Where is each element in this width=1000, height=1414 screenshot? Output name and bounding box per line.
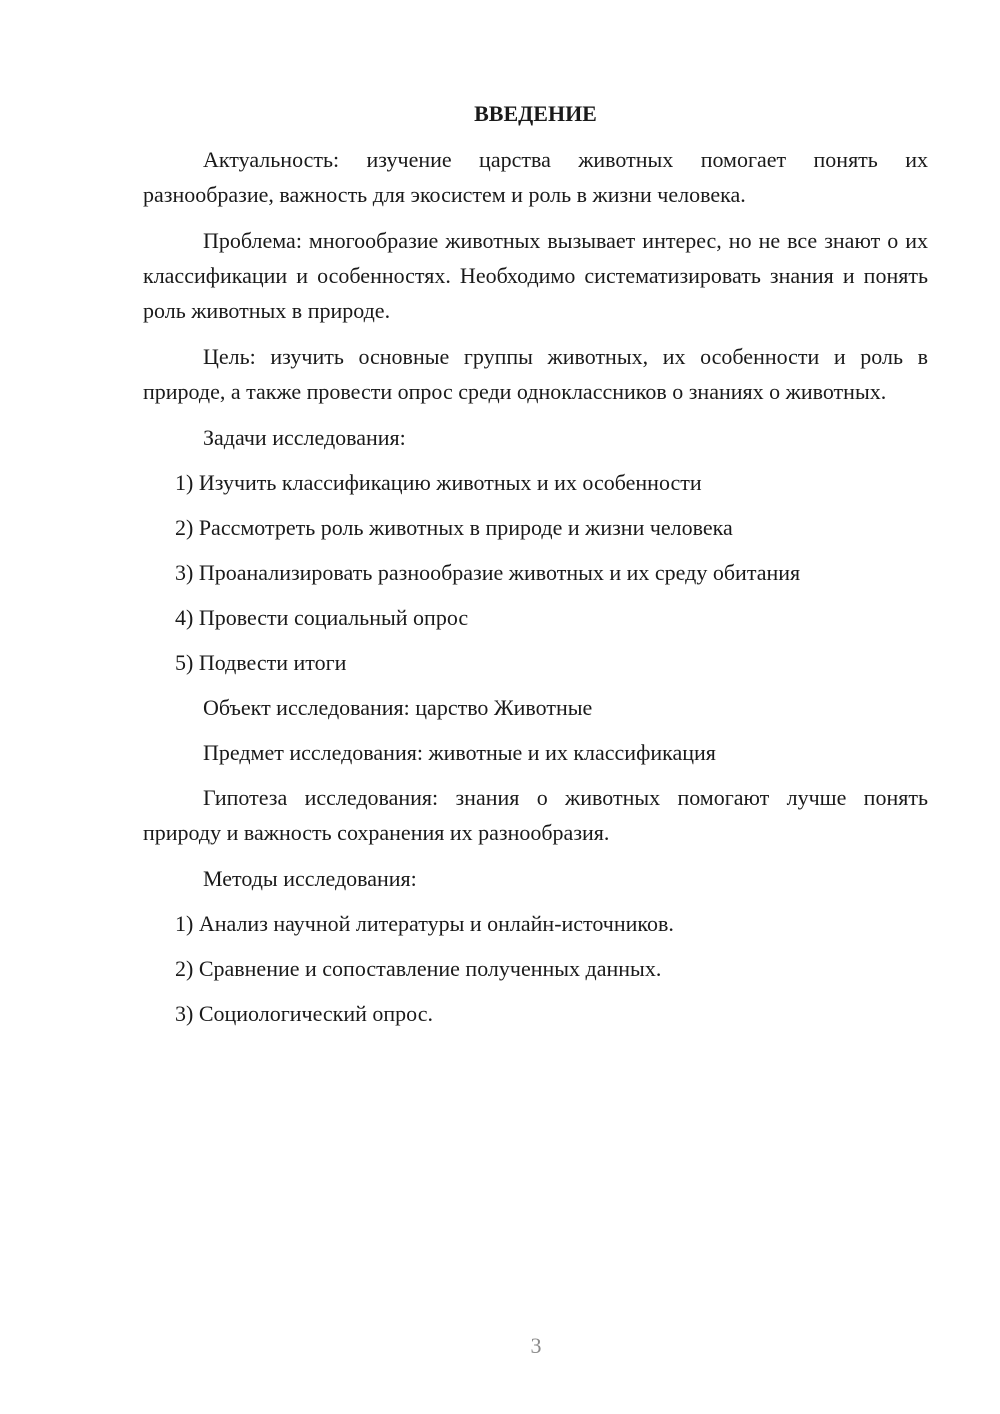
methods-list: [143, 906, 928, 1031]
page-content: [143, 96, 928, 1041]
tasks-label: Задачи исследования:: [203, 425, 406, 450]
list-item: 4) Провести социальный опрос: [175, 605, 469, 630]
list-item: 1) Анализ научной литературы и онлайн-источников.: [175, 911, 674, 936]
list-item: 2) Сравнение и сопоставление полученных данных.: [175, 956, 662, 981]
methods-label: Методы исследования:: [203, 866, 417, 891]
paragraph-object: Объект исследования: царство Животные: [203, 695, 593, 720]
list-item: 3) Социологический опрос.: [175, 1001, 433, 1026]
paragraph-relevance: Актуальность: изучение царства животных помогает понять их разнообразие, важность для экосистем и роль в жизни человека.: [143, 147, 928, 207]
paragraph-hypothesis: Гипотеза исследования: знания о животных помогают лучше понять природу и важность сохранения их разнообразия.: [143, 785, 928, 845]
section-heading: ВВЕДЕНИЕ: [474, 101, 597, 126]
list-item: 2) Рассмотреть роль животных в природе и жизни человека: [175, 515, 733, 540]
page-number: 3: [530, 1333, 542, 1358]
list-item: 3) Проанализировать разнообразие животных и их среду обитания: [175, 560, 801, 585]
paragraph-goal: Цель: изучить основные группы животных, их особенности и роль в природе, а также провести опрос среди одноклассников о знаниях о животных.: [143, 344, 928, 404]
list-item: 5) Подвести итоги: [175, 650, 347, 675]
tasks-list: [143, 465, 928, 680]
paragraph-problem: Проблема: многообразие животных вызывает интерес, но не все знают о их классификации и особенностях. Необходимо систематизировать знания и понять роль животных в природе.: [143, 228, 928, 323]
list-item: 1) Изучить классификацию животных и их особенности: [175, 470, 702, 495]
paragraph-subject: Предмет исследования: животные и их классификация: [203, 740, 716, 765]
